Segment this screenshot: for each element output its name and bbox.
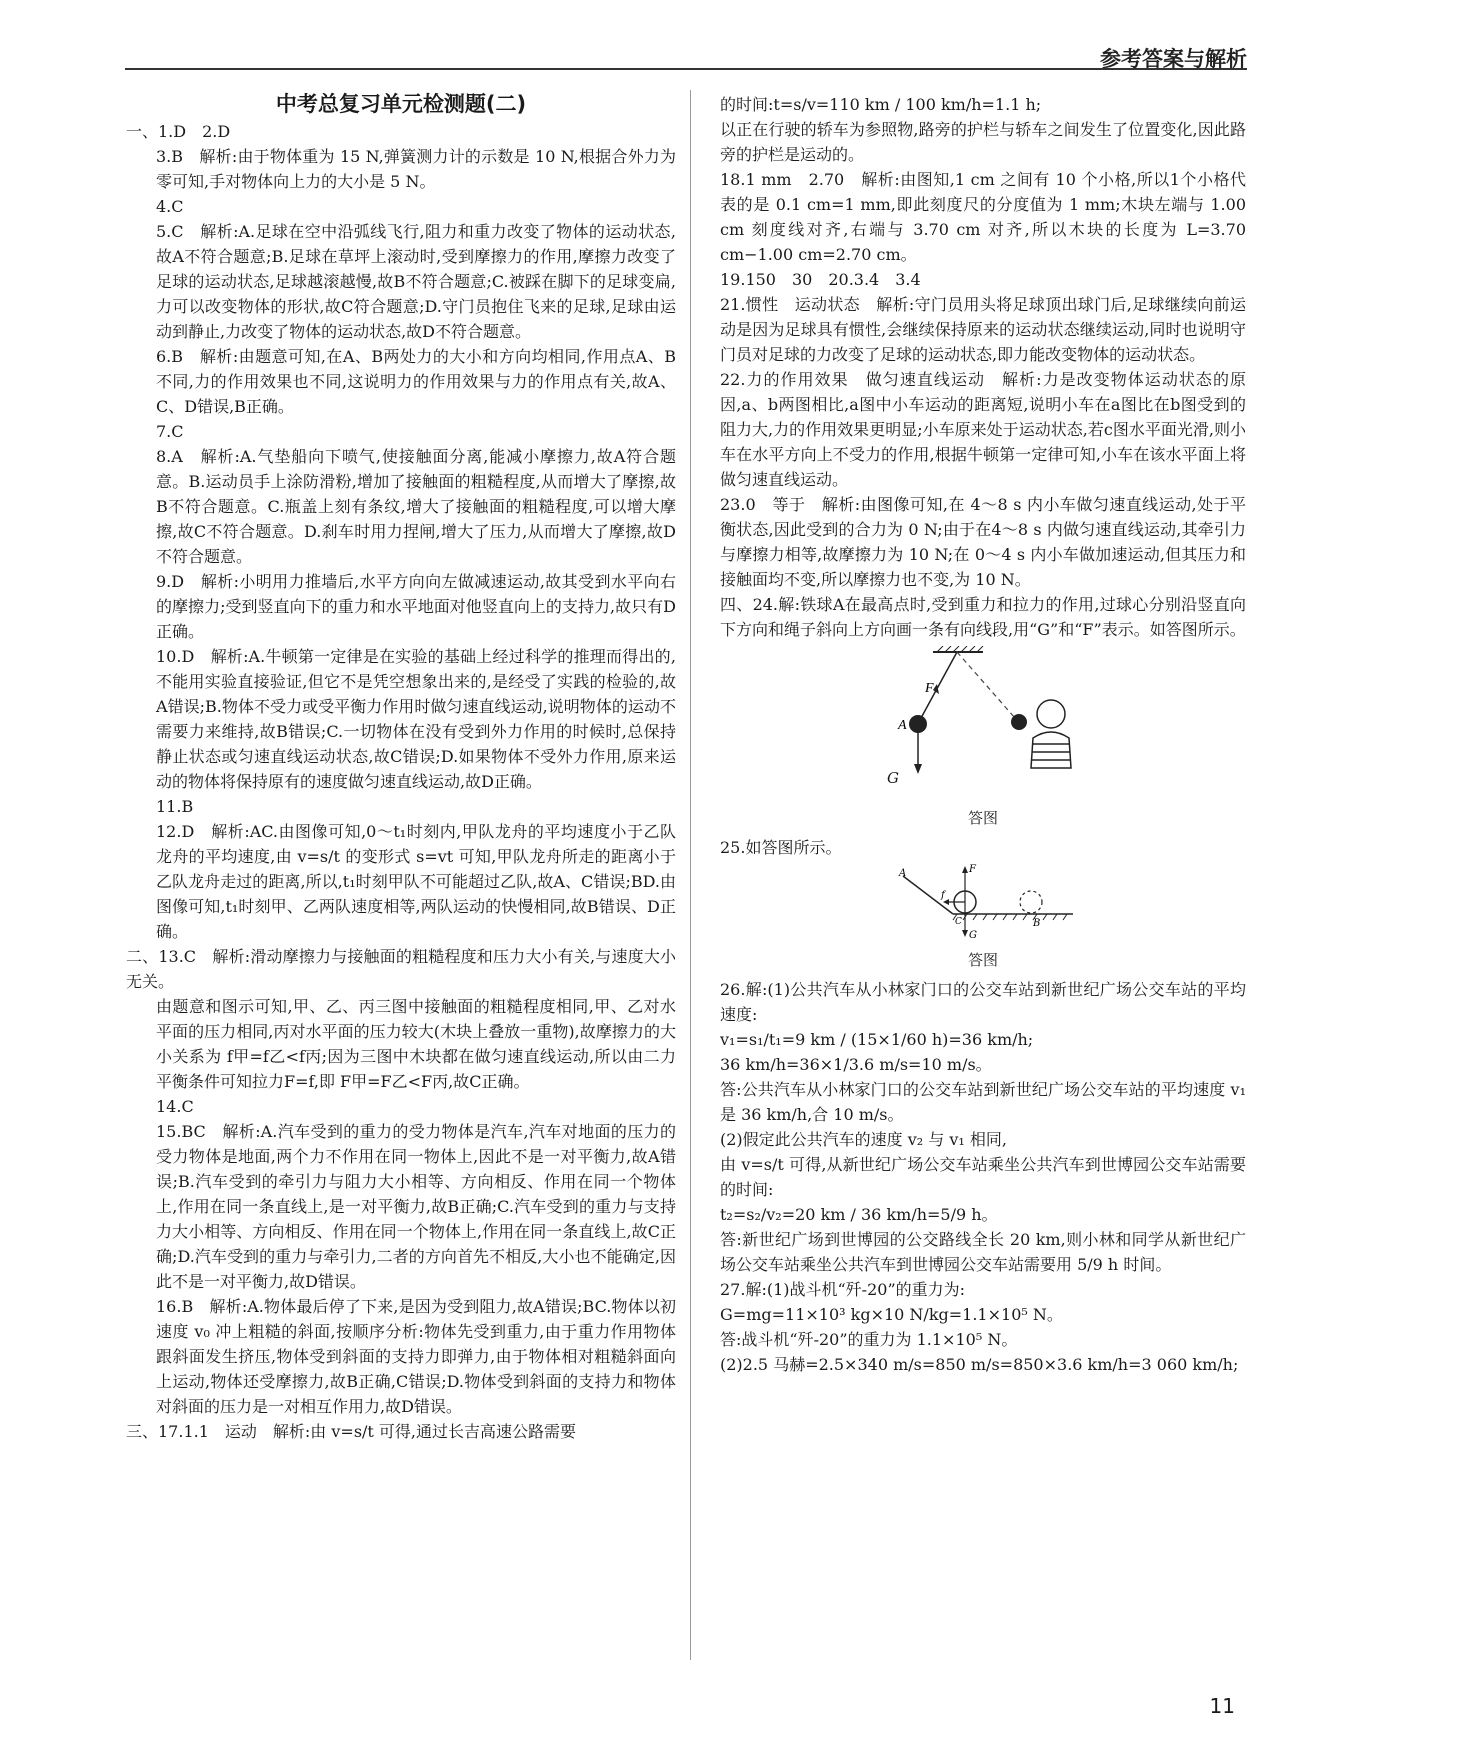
point-A-label: A [899,868,907,879]
answer-3: 3.B 解析:由于物体重为 15 N,弹簧测力计的示数是 10 N,根据合外力为零可知,手对物体向上力的大小是 5 N。 [156,147,676,191]
answer-4: 4.C [156,197,184,216]
page-number: 11 [1209,1694,1235,1718]
answer-26-ans1: 答:公共汽车从小林家门口的公交车站到新世纪广场公交车站的平均速度 v₁ 是 36 km/h,合 10 m/s。 [720,1080,1246,1124]
figure-caption-1: 答图 [967,809,998,827]
answer-26-t2: t₂=s₂/v₂=20 km / 36 km/h=5/9 h。 [720,1205,998,1224]
answer-26-formula: 由 v=s/t 可得,从新世纪广场公交车站乘坐公共汽车到世博园公交车站需要的时间: [720,1155,1246,1199]
answer-27: 27.解:(1)战斗机“歼-20”的重力为: [720,1280,966,1299]
answer-17-cont: 的时间:t=s/v=110 km / 100 km/h=1.1 h; [720,95,1042,114]
ball-A-label: A [898,718,907,733]
answer-26: 26.解:(1)公共汽车从小林家门口的公交车站到新世纪广场公交车站的平均速度: [720,980,1246,1024]
answer-26-v1: v₁=s₁/t₁=9 km / (15×1/60 h)=36 km/h; [720,1030,1034,1049]
answer-11: 11.B [156,797,194,816]
answer-27-G: G=mg=11×10³ kg×10 N/kg=1.1×10⁵ N。 [720,1305,1063,1324]
answer-14: 14.C [156,1097,194,1116]
answer-19-20: 19.150 30 20.3.4 3.4 [720,270,921,289]
answer-10: 10.D 解析:A.牛顿第一定律是在实验的基础上经过科学的推理而得出的,不能用实验直接验证,但它不是凭空想象出来的,是经受了实践的检验的,故A错误;B.物体不受力或受平衡力作用时做匀速直线运动,说明物体的运动不需要力来维持,故B错误;C.一切物体在没有受到外力作用的时候时,总保持静止状态或匀速直线运动状态,故C错误;D.如果物体不受外力作用,原来运动的物体将保持原有的速度做匀速直线运动,故D正确。 [156,647,676,791]
point-B-label: B [1033,918,1041,929]
right-column [720,92,1246,1377]
left-column [126,92,676,1444]
figure-caption-2: 答图 [967,951,998,969]
answer-12: 12.D 解析:AC.由图像可知,0～t₁时刻内,甲队龙舟的平均速度小于乙队龙舟的平均速度,由 v=s/t 的变形式 s=vt 可知,甲队龙舟所走的距离小于乙队龙舟走过的距离,所以,t₁时刻甲队不可能超过乙队,故A、C错误;BD.由图像可知,t₁时刻甲、乙两队速度相等,两队运动的快慢相同,故B错误、D正确。 [156,822,676,941]
answer-17-cont2: 以正在行驶的轿车为参照物,路旁的护栏与轿车之间发生了位置变化,因此路旁的护栏是运动的。 [720,120,1246,164]
boy-head [1037,700,1065,728]
slope-ball-diagram [883,864,1083,944]
pendulum-diagram [853,646,1113,776]
answer-24: 四、24.解:铁球A在最高点时,受到重力和拉力的作用,过球心分别沿竖直向下方向和绳子斜向上方向画一条有向线段,用“G”和“F”表示。如答图所示。 [720,595,1246,639]
column-divider [690,90,691,1660]
answer-9: 9.D 解析:小明用力推墙后,水平方向向左做减速运动,故其受到水平向右的摩擦力;受到竖直向下的重力和水平地面对他竖直向上的支持力,故只有D正确。 [156,572,676,641]
support-F-label: F [969,864,976,875]
answer-15: 15.BC 解析:A.汽车受到的重力的受力物体是汽车,汽车对地面的压力的受力物体是地面,两个力不作用在同一物体上,因此不是一对平衡力,故A错误;B.汽车受到的牵引力与阻力大小相等、方向相反、作用在同一个物体上,作用在同一条直线上,是一对平衡力,故B正确;C.汽车受到的重力与支持力大小相等、方向相反、作用在同一个物体上,作用在同一条直线上,故C正确;D.汽车受到的重力与牵引力,二者的方向首先不相反,大小也不能确定,因此不是一对平衡力,故D错误。 [156,1122,676,1291]
force-F-label: F [925,681,934,696]
answer-23: 23.0 等于 解析:由图像可知,在 4～8 s 内小车做匀速直线运动,处于平衡状态,因此受到的合力为 0 N;由于在4～8 s 内做匀速直线运动,其牵引力与摩擦力相等,故摩擦力为 10 N;在 0～4 s 内小车做加速运动,但其压力和接触面均不变,所以摩擦力也不变,为 10 N。 [720,495,1246,589]
friction-f-label: f [941,890,945,901]
answer-27-ans1: 答:战斗机“歼-20”的重力为 1.1×10⁵ N。 [720,1330,1018,1349]
answer-21: 21.惯性 运动状态 解析:守门员用头将足球顶出球门后,足球继续向前运动是因为足球具有惯性,会继续保持原来的运动状态继续运动,同时也说明守门员对足球的力改变了足球的运动状态,即力能改变物体的运动状态。 [720,295,1246,364]
answer-7: 7.C [156,422,184,441]
answer-13-detail: 由题意和图示可知,甲、乙、丙三图中接触面的粗糙程度相同,甲、乙对水平面的压力相同,丙对水平面的压力较大(木块上叠放一重物),故摩擦力的大小关系为 f甲=f乙<f丙;因为三图中木块都在做匀速直线运动,所以由二力平衡条件可知拉力F=f,即 F甲=F乙<F丙,故C正确。 [156,997,676,1091]
answer-5: 5.C 解析:A.足球在空中沿弧线飞行,阻力和重力改变了物体的运动状态,故A不符合题意;B.足球在草坪上滚动时,受到摩擦力的作用,摩擦力改变了足球的运动状态,足球越滚越慢,故B不符合题意;C.被踩在脚下的足球变扁,力可以改变物体的形状,故C符合题意;D.守门员抱住飞来的足球,足球由运动到静止,力改变了物体的运动状态,故D不符合题意。 [156,222,676,341]
answer-6: 6.B 解析:由题意可知,在A、B两处力的大小和方向均相同,作用点A、B不同,力的作用效果也不同,这说明力的作用效果与力的作用点有关,故A、C、D错误,B正确。 [156,347,676,416]
boy-body [1031,732,1071,768]
answer-13: 二、13.C 解析:滑动摩擦力与接触面的粗糙程度和压力大小有关,与速度大小无关。 [126,947,676,991]
answer-16: 16.B 解析:A.物体最后停了下来,是因为受到阻力,故A错误;BC.物体以初速度 v₀ 冲上粗糙的斜面,按顺序分析:物体先受到重力,由于重力作用物体跟斜面发生挤压,物体受到斜面的支持力即弹力,由于物体相对粗糙斜面向上运动,物体还受摩擦力,故B正确,C错误;D.物体受到斜面的支持力和物体对斜面的压力是一对相互作用力,故D错误。 [156,1297,676,1416]
answer-22: 22.力的作用效果 做匀速直线运动 解析:力是改变物体运动状态的原因,a、b两图相比,a图中小车运动的距离短,说明小车在a图比在b图受到的阻力大,力的作用效果更明显;小车原来处于运动状态,若c图水平面光滑,则小车在水平方向上不受力的作用,根据牛顿第一定律可知,小车在该水平面上将做匀速直线运动。 [720,370,1246,489]
answer-26-ans2: 答:新世纪广场到世博园的公交路线全长 20 km,则小林和同学从新世纪广场公交车站乘坐公共汽车到世博园公交车站需要用 5/9 h 时间。 [720,1230,1246,1274]
header-section-title: 参考答案与解析 [1100,47,1247,71]
answer-1-2: 一、1.D 2.D [126,122,231,141]
answer-8: 8.A 解析:A.气垫船向下喷气,使接触面分离,能减小摩擦力,故A符合题意。B.运动员手上涂防滑粉,增加了接触面的粗糙程度,从而增大了摩擦,故B不符合题意。C.瓶盖上刻有条纹,增大了接触面的粗糙程度,可以增大摩擦,故C不符合题意。D.刹车时用力捏闸,增大了压力,从而增大了摩擦,故D不符合题意。 [156,447,676,566]
page-title: 中考总复习单元检测题(二) [275,92,527,116]
gravity-G-label-2: G [969,930,977,941]
answer-26-part2: (2)假定此公共汽车的速度 v₂ 与 v₁ 相同, [720,1130,1008,1149]
gravity-G-label: G [887,769,899,787]
answer-17: 三、17.1.1 运动 解析:由 v=s/t 可得,通过长吉高速公路需要 [126,1422,577,1441]
answer-27-part2: (2)2.5 马赫=2.5×340 m/s=850 m/s=850×3.6 km/h=3 060 km/h; [720,1355,1239,1374]
point-C-label: C [955,917,962,927]
header-rule [125,68,1247,70]
answer-26-conv: 36 km/h=36×1/3.6 m/s=10 m/s。 [720,1055,992,1074]
answer-25: 25.如答图所示。 [720,838,842,857]
answer-18: 18.1 mm 2.70 解析:由图知,1 cm 之间有 10 个小格,所以1个小格代表的是 0.1 cm=1 mm,即此刻度尺的分度值为 1 mm;木块左端与 1.00 cm 刻度线对齐,右端与 3.70 cm 对齐,所以木块的长度为 L=3.70 cm−1.00 cm=2.70 cm。 [720,170,1246,264]
